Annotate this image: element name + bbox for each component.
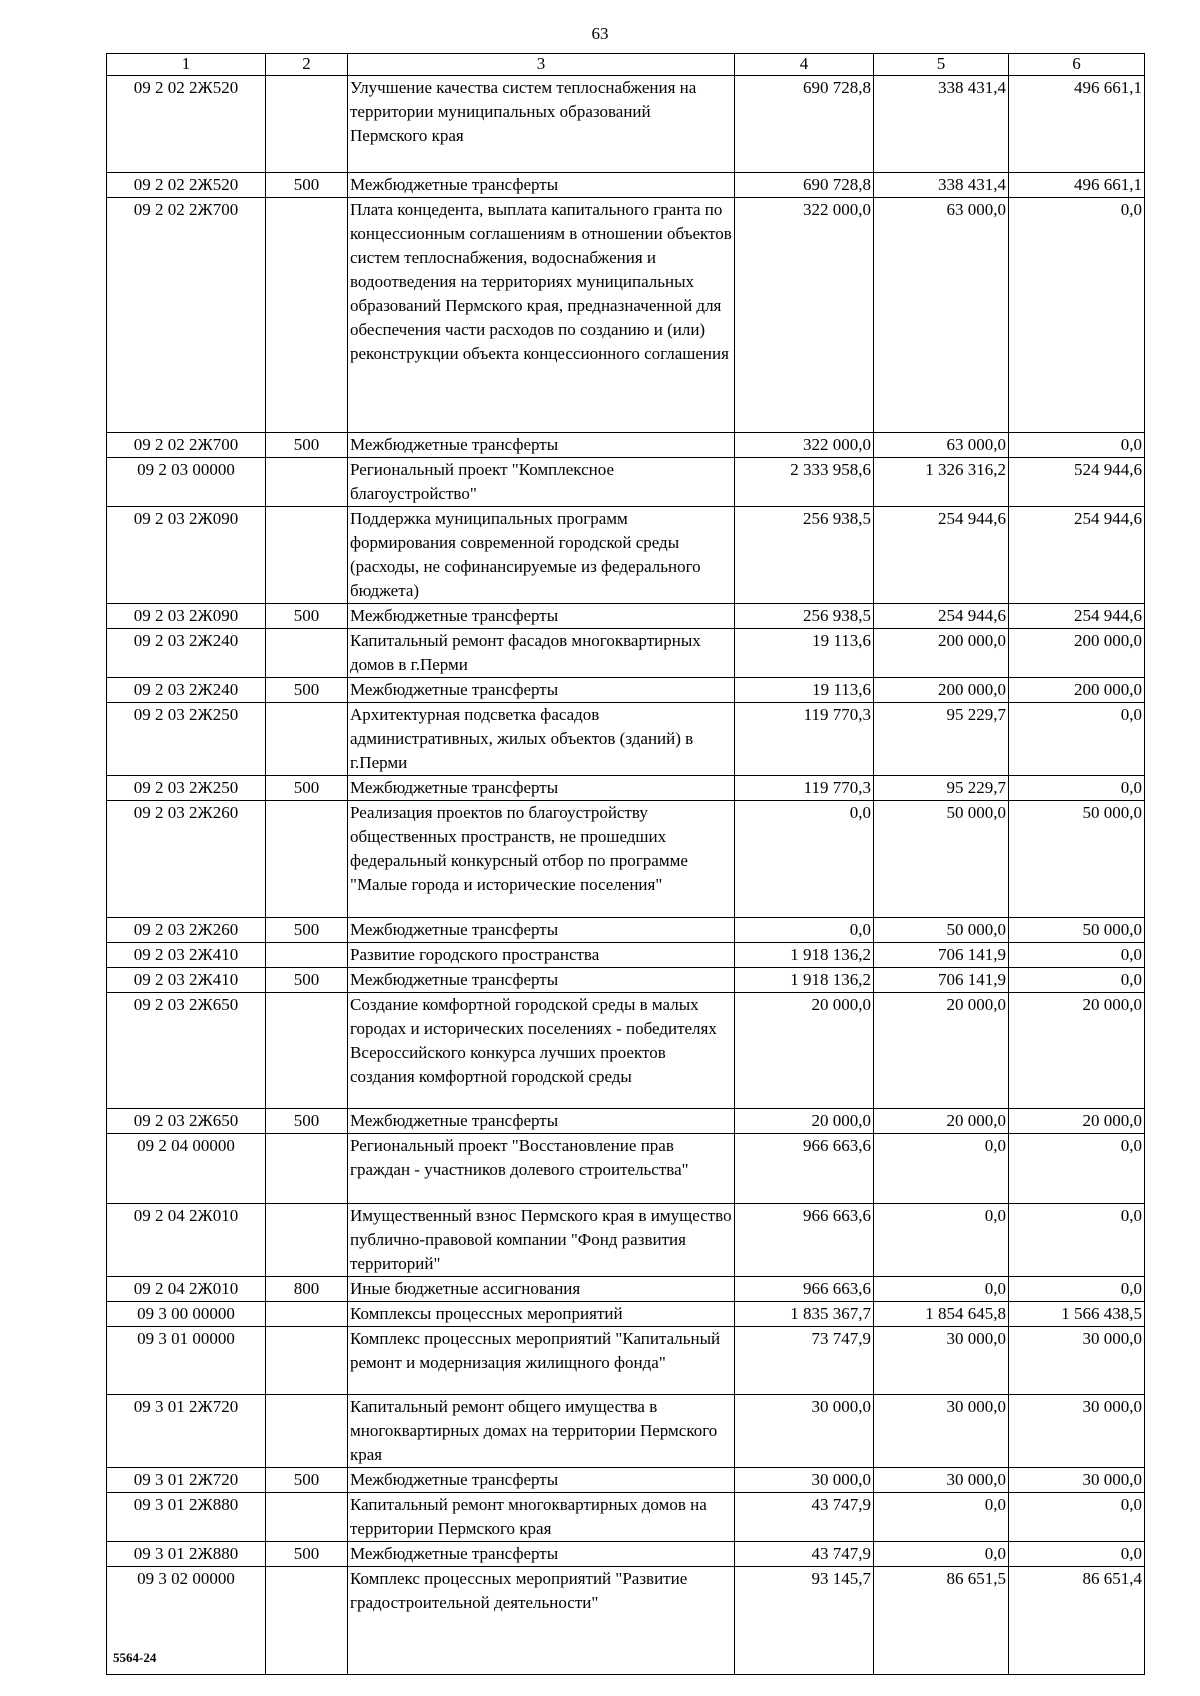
row-code: 09 2 04 2Ж010 xyxy=(107,1204,266,1277)
row-expense-type: 500 xyxy=(266,776,348,801)
row-name: Капитальный ремонт многоквартирных домов на территории Пермского края xyxy=(348,1493,735,1542)
row-value-col4: 690 728,8 xyxy=(735,76,874,173)
row-value-col6: 200 000,0 xyxy=(1009,678,1145,703)
row-value-col5: 1 854 645,8 xyxy=(874,1302,1009,1327)
row-value-col5: 0,0 xyxy=(874,1277,1009,1302)
table-row xyxy=(107,604,1145,629)
row-value-col4: 93 145,7 xyxy=(735,1567,874,1675)
row-value-col6: 200 000,0 xyxy=(1009,629,1145,678)
row-code: 09 3 01 2Ж720 xyxy=(107,1468,266,1493)
column-header-3: 3 xyxy=(348,54,735,76)
table-row xyxy=(107,1277,1145,1302)
row-value-col5: 1 326 316,2 xyxy=(874,458,1009,507)
row-name: Капитальный ремонт общего имущества в многоквартирных домах на территории Пермского края xyxy=(348,1395,735,1468)
row-code: 09 3 01 2Ж720 xyxy=(107,1395,266,1468)
table-row xyxy=(107,458,1145,507)
row-value-col5: 95 229,7 xyxy=(874,703,1009,776)
row-expense-type: 500 xyxy=(266,173,348,198)
row-value-col4: 43 747,9 xyxy=(735,1542,874,1567)
row-value-col6: 86 651,4 xyxy=(1009,1567,1145,1675)
row-expense-type: 500 xyxy=(266,1542,348,1567)
row-value-col5: 50 000,0 xyxy=(874,918,1009,943)
row-value-col6: 0,0 xyxy=(1009,198,1145,433)
page-number: 63 xyxy=(591,24,609,43)
row-code: 09 2 03 00000 xyxy=(107,458,266,507)
table-row xyxy=(107,1327,1145,1395)
row-expense-type xyxy=(266,507,348,604)
row-value-col6: 0,0 xyxy=(1009,1204,1145,1277)
row-name: Иные бюджетные ассигнования xyxy=(348,1277,735,1302)
row-name: Капитальный ремонт фасадов многоквартирных домов в г.Перми xyxy=(348,629,735,678)
row-code: 09 2 03 2Ж260 xyxy=(107,918,266,943)
row-value-col4: 2 333 958,6 xyxy=(735,458,874,507)
row-expense-type: 500 xyxy=(266,968,348,993)
table-row xyxy=(107,76,1145,173)
row-value-col5: 0,0 xyxy=(874,1204,1009,1277)
row-value-col5: 338 431,4 xyxy=(874,173,1009,198)
row-code: 09 2 03 2Ж090 xyxy=(107,604,266,629)
row-value-col6: 20 000,0 xyxy=(1009,1109,1145,1134)
row-value-col6: 0,0 xyxy=(1009,433,1145,458)
row-value-col4: 30 000,0 xyxy=(735,1468,874,1493)
row-value-col4: 1 918 136,2 xyxy=(735,943,874,968)
row-value-col5: 50 000,0 xyxy=(874,801,1009,918)
column-header-5: 5 xyxy=(874,54,1009,76)
row-code: 09 2 03 2Ж260 xyxy=(107,801,266,918)
row-name: Межбюджетные трансферты xyxy=(348,968,735,993)
row-expense-type xyxy=(266,458,348,507)
row-expense-type xyxy=(266,943,348,968)
table-row xyxy=(107,1134,1145,1204)
row-expense-type xyxy=(266,1567,348,1675)
row-code: 09 2 04 00000 xyxy=(107,1134,266,1204)
row-value-col4: 1 918 136,2 xyxy=(735,968,874,993)
row-value-col4: 43 747,9 xyxy=(735,1493,874,1542)
row-name: Создание комфортной городской среды в малых городах и исторических поселениях - победителях Всероссийского конкурса лучших проектов создания комфортной городской среды xyxy=(348,993,735,1109)
table-row xyxy=(107,703,1145,776)
row-value-col5: 706 141,9 xyxy=(874,943,1009,968)
row-name: Улучшение качества систем теплоснабжения на территории муниципальных образований Пермского края xyxy=(348,76,735,173)
row-name: Плата концедента, выплата капитального гранта по концессионным соглашениям в отношении объектов систем теплоснабжения, водоснабжения и водоотведения на территориях муниципальных образований Пермского края, предназначенной для обеспечения части расходов по созданию и (или) реконструкции объекта концессионного соглашения xyxy=(348,198,735,433)
row-name: Межбюджетные трансферты xyxy=(348,433,735,458)
row-code: 09 3 02 00000 xyxy=(107,1567,266,1675)
row-value-col4: 19 113,6 xyxy=(735,678,874,703)
row-value-col5: 338 431,4 xyxy=(874,76,1009,173)
row-name: Межбюджетные трансферты xyxy=(348,678,735,703)
row-value-col4: 690 728,8 xyxy=(735,173,874,198)
row-expense-type xyxy=(266,198,348,433)
row-code: 09 2 02 2Ж520 xyxy=(107,76,266,173)
row-value-col5: 200 000,0 xyxy=(874,678,1009,703)
row-name: Комплекс процессных мероприятий "Развитие градостроительной деятельности" xyxy=(348,1567,735,1675)
header-row xyxy=(107,54,1145,76)
row-name: Межбюджетные трансферты xyxy=(348,776,735,801)
row-value-col6: 50 000,0 xyxy=(1009,801,1145,918)
row-expense-type xyxy=(266,76,348,173)
row-name: Межбюджетные трансферты xyxy=(348,1468,735,1493)
row-name: Архитектурная подсветка фасадов административных, жилых объектов (зданий) в г.Перми xyxy=(348,703,735,776)
table-row xyxy=(107,629,1145,678)
row-value-col5: 20 000,0 xyxy=(874,993,1009,1109)
row-value-col6: 254 944,6 xyxy=(1009,507,1145,604)
row-name: Межбюджетные трансферты xyxy=(348,604,735,629)
row-value-col5: 20 000,0 xyxy=(874,1109,1009,1134)
table-row xyxy=(107,918,1145,943)
row-value-col4: 19 113,6 xyxy=(735,629,874,678)
table-row xyxy=(107,198,1145,433)
row-value-col4: 1 835 367,7 xyxy=(735,1302,874,1327)
row-value-col4: 0,0 xyxy=(735,918,874,943)
table-row xyxy=(107,1567,1145,1675)
table-row xyxy=(107,1468,1145,1493)
budget-table xyxy=(106,53,1145,1675)
row-value-col4: 966 663,6 xyxy=(735,1277,874,1302)
row-value-col5: 63 000,0 xyxy=(874,433,1009,458)
row-expense-type: 500 xyxy=(266,1109,348,1134)
row-value-col5: 0,0 xyxy=(874,1542,1009,1567)
row-value-col4: 256 938,5 xyxy=(735,604,874,629)
table-row xyxy=(107,943,1145,968)
row-code: 09 2 03 2Ж250 xyxy=(107,703,266,776)
row-value-col6: 30 000,0 xyxy=(1009,1395,1145,1468)
row-expense-type: 500 xyxy=(266,918,348,943)
row-code: 09 3 01 2Ж880 xyxy=(107,1542,266,1567)
row-name: Имущественный взнос Пермского края в имущество публично-правовой компании "Фонд развития территорий" xyxy=(348,1204,735,1277)
row-code: 09 2 03 2Ж650 xyxy=(107,993,266,1109)
row-name: Межбюджетные трансферты xyxy=(348,918,735,943)
row-expense-type xyxy=(266,1302,348,1327)
row-value-col4: 20 000,0 xyxy=(735,1109,874,1134)
row-code: 09 2 02 2Ж520 xyxy=(107,173,266,198)
row-name: Межбюджетные трансферты xyxy=(348,173,735,198)
row-name: Поддержка муниципальных программ формирования современной городской среды (расходы, не софинансируемые из федерального бюджета) xyxy=(348,507,735,604)
row-value-col6: 254 944,6 xyxy=(1009,604,1145,629)
row-value-col5: 254 944,6 xyxy=(874,507,1009,604)
row-name: Региональный проект "Восстановление прав граждан - участников долевого строительства" xyxy=(348,1134,735,1204)
row-code: 09 2 03 2Ж410 xyxy=(107,943,266,968)
table-row xyxy=(107,993,1145,1109)
row-value-col4: 119 770,3 xyxy=(735,703,874,776)
row-code: 09 2 03 2Ж410 xyxy=(107,968,266,993)
row-value-col6: 0,0 xyxy=(1009,1277,1145,1302)
row-expense-type: 500 xyxy=(266,604,348,629)
row-value-col5: 706 141,9 xyxy=(874,968,1009,993)
row-value-col6: 30 000,0 xyxy=(1009,1327,1145,1395)
table-row xyxy=(107,433,1145,458)
row-code: 09 3 01 2Ж880 xyxy=(107,1493,266,1542)
row-value-col6: 496 661,1 xyxy=(1009,76,1145,173)
row-value-col4: 322 000,0 xyxy=(735,198,874,433)
document-code: 5564-24 xyxy=(113,1650,157,1665)
row-value-col4: 966 663,6 xyxy=(735,1134,874,1204)
table-row xyxy=(107,1542,1145,1567)
column-header-2: 2 xyxy=(266,54,348,76)
row-value-col4: 0,0 xyxy=(735,801,874,918)
row-value-col4: 73 747,9 xyxy=(735,1327,874,1395)
row-expense-type xyxy=(266,993,348,1109)
row-value-col4: 119 770,3 xyxy=(735,776,874,801)
row-name: Комплекс процессных мероприятий "Капитальный ремонт и модернизация жилищного фонда" xyxy=(348,1327,735,1395)
table-row xyxy=(107,1302,1145,1327)
row-value-col6: 524 944,6 xyxy=(1009,458,1145,507)
row-name: Развитие городского пространства xyxy=(348,943,735,968)
row-expense-type xyxy=(266,1327,348,1395)
row-value-col6: 50 000,0 xyxy=(1009,918,1145,943)
row-expense-type xyxy=(266,703,348,776)
row-value-col6: 1 566 438,5 xyxy=(1009,1302,1145,1327)
row-name: Реализация проектов по благоустройству общественных пространств, не прошедших федеральный конкурсный отбор по программе "Малые города и исторические поселения" xyxy=(348,801,735,918)
row-code: 09 2 02 2Ж700 xyxy=(107,198,266,433)
column-header-4: 4 xyxy=(735,54,874,76)
table-row xyxy=(107,507,1145,604)
row-value-col4: 966 663,6 xyxy=(735,1204,874,1277)
table-row xyxy=(107,173,1145,198)
row-code: 09 2 03 2Ж240 xyxy=(107,629,266,678)
row-expense-type: 500 xyxy=(266,678,348,703)
row-expense-type xyxy=(266,801,348,918)
row-value-col6: 0,0 xyxy=(1009,776,1145,801)
row-code: 09 2 03 2Ж250 xyxy=(107,776,266,801)
row-code: 09 2 03 2Ж090 xyxy=(107,507,266,604)
row-name: Комплексы процессных мероприятий xyxy=(348,1302,735,1327)
row-code: 09 2 04 2Ж010 xyxy=(107,1277,266,1302)
row-value-col4: 256 938,5 xyxy=(735,507,874,604)
row-value-col5: 0,0 xyxy=(874,1493,1009,1542)
table-row xyxy=(107,801,1145,918)
row-expense-type xyxy=(266,629,348,678)
row-code: 09 2 03 2Ж240 xyxy=(107,678,266,703)
table-row xyxy=(107,1109,1145,1134)
row-value-col6: 0,0 xyxy=(1009,968,1145,993)
row-value-col5: 63 000,0 xyxy=(874,198,1009,433)
table-row xyxy=(107,1395,1145,1468)
column-header-6: 6 xyxy=(1009,54,1145,76)
row-name: Межбюджетные трансферты xyxy=(348,1542,735,1567)
row-expense-type xyxy=(266,1395,348,1468)
row-value-col5: 30 000,0 xyxy=(874,1327,1009,1395)
row-value-col6: 0,0 xyxy=(1009,1493,1145,1542)
row-value-col5: 86 651,5 xyxy=(874,1567,1009,1675)
row-expense-type xyxy=(266,1134,348,1204)
row-value-col6: 0,0 xyxy=(1009,703,1145,776)
row-expense-type: 800 xyxy=(266,1277,348,1302)
column-header-1: 1 xyxy=(107,54,266,76)
row-value-col6: 0,0 xyxy=(1009,1542,1145,1567)
row-value-col4: 322 000,0 xyxy=(735,433,874,458)
row-expense-type xyxy=(266,1204,348,1277)
row-value-col6: 0,0 xyxy=(1009,1134,1145,1204)
row-code: 09 3 01 00000 xyxy=(107,1327,266,1395)
table-body xyxy=(107,76,1145,1675)
row-name: Межбюджетные трансферты xyxy=(348,1109,735,1134)
row-value-col6: 0,0 xyxy=(1009,943,1145,968)
table-row xyxy=(107,1493,1145,1542)
table-row xyxy=(107,678,1145,703)
row-expense-type: 500 xyxy=(266,1468,348,1493)
row-value-col5: 200 000,0 xyxy=(874,629,1009,678)
row-name: Региональный проект "Комплексное благоустройство" xyxy=(348,458,735,507)
row-value-col5: 30 000,0 xyxy=(874,1395,1009,1468)
row-expense-type: 500 xyxy=(266,433,348,458)
row-value-col5: 254 944,6 xyxy=(874,604,1009,629)
table-row xyxy=(107,1204,1145,1277)
row-value-col6: 30 000,0 xyxy=(1009,1468,1145,1493)
row-value-col5: 0,0 xyxy=(874,1134,1009,1204)
row-value-col4: 30 000,0 xyxy=(735,1395,874,1468)
row-code: 09 2 03 2Ж650 xyxy=(107,1109,266,1134)
row-value-col6: 20 000,0 xyxy=(1009,993,1145,1109)
row-value-col5: 30 000,0 xyxy=(874,1468,1009,1493)
row-code: 09 2 02 2Ж700 xyxy=(107,433,266,458)
row-value-col4: 20 000,0 xyxy=(735,993,874,1109)
row-code: 09 3 00 00000 xyxy=(107,1302,266,1327)
row-value-col5: 95 229,7 xyxy=(874,776,1009,801)
row-expense-type xyxy=(266,1493,348,1542)
row-value-col6: 496 661,1 xyxy=(1009,173,1145,198)
table-row xyxy=(107,968,1145,993)
table-row xyxy=(107,776,1145,801)
